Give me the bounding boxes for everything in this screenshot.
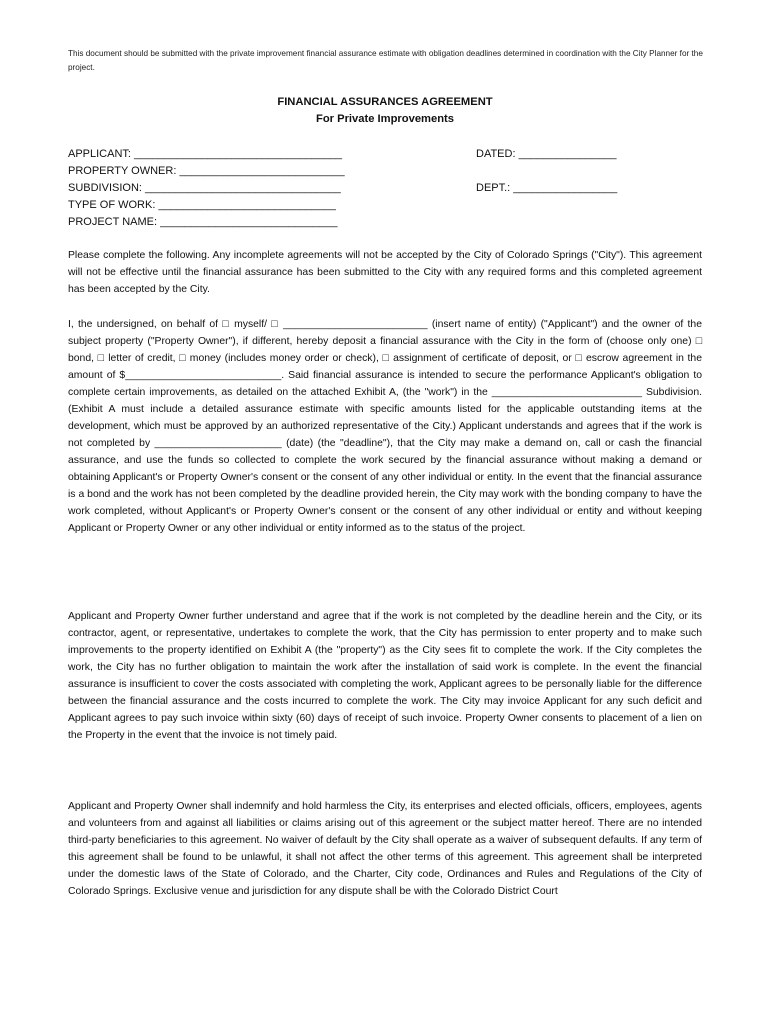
field-row-applicant [68, 146, 708, 163]
document-subtitle: For Private Improvements [315, 113, 455, 125]
paragraph-instructions: Please complete the following. Any incomplete agreements will not be accepted by the City of Colorado Springs ("City"). This agreement will not be effective until the financial assurance has been submitted to the City with any required forms and this completed agreement has been accepted by the City. [68, 250, 702, 295]
project-name-field[interactable]: PROJECT NAME: _____________________________ [68, 216, 338, 228]
dated-field[interactable]: DATED: ________________ [476, 148, 617, 160]
field-row-property-owner [68, 163, 708, 180]
paragraph-indemnification: Applicant and Property Owner shall indemnify and hold harmless the City, its enterprises and elected officials, officers, employees, agents and volunteers from and against all liabilities or claims arising out of this agreement or the subject matter hereof. There are no intended third-party beneficiaries to this agreement. No waiver of default by the City shall operate as a waiver of subsequent defaults. If any term of this agreement shall be found to be unlawful, it shall not affect the other terms of this agreement. This agreement shall be interpreted under the domestic laws of the State of Colorado, and the Charter, City code, Ordinances and Rules and Regulations of the City of Colorado Springs. Exclusive venue and jurisdiction for any dispute shall be with the Colorado District Court [68, 801, 702, 897]
dept-field[interactable]: DEPT.: _________________ [476, 182, 618, 194]
field-row-project-name [68, 214, 708, 231]
paragraph-deposit-terms: I, the undersigned, on behalf of □ myself/ □ _________________________ (insert name of entity) ("Applicant") and the owner of the subject property ("Property Owner"), if different, hereby deposit a financial assurance with the City in the form of (choose only one) □ bond, □ letter of credit, □ money (includes money order or check), □ assignment of certificate of deposit, or □ escrow agreement in the amount of $___________________________. Said financial assurance is intended to secure the performance Applicant's obligation to complete certain improvements, as detailed on the attached Exhibit A, (the "work") in the __________________________ Subdivision. (Exhibit A must include a detailed assurance estimate with specific amounts listed for the applicable outstanding items at the development, which must be approved by an authorized representative of the City.) Applicant understands and agrees that if the work is not completed by ______________________ (date) (the "deadline"), that the City may make a demand on, call or cash the financial assurance, and use the funds so collected to complete the work secured by the financial assurance without making a demand or obtaining Applicant's or Property Owner's consent or the consent of any other individual or entity. In the event that the financial assurance is a bond and the work has not been completed by the deadline provided herein, the City may work with the bonding company to have the work completed, without Applicant's or Property Owner's consent or the consent of any other individual or entity and without keeping Applicant or Property Owner or any other individual or entity informed as to the status of the project. [68, 319, 702, 534]
type-of-work-field[interactable]: TYPE OF WORK: _____________________________ [68, 199, 336, 211]
submission-note: This document should be submitted with the private improvement financial assurance estimate with obligation deadlines determined in coordination with the City Planner for the project. [68, 49, 703, 72]
subdivision-field[interactable]: SUBDIVISION: ________________________________ [68, 182, 341, 194]
paragraph-completion-terms: Applicant and Property Owner further understand and agree that if the work is not completed by the deadline herein and the City, or its contractor, agent, or representative, undertakes to complete the work, that the City has permission to enter property and to make such improvements to the property identified on Exhibit A (the "property") as the City sees fit to complete the work. If the City completes the work, the City has no further obligation to maintain the work after the installation of said work is complete. In the event the financial assurance is insufficient to cover the costs associated with completing the work, Applicant agrees to be personally liable for the difference between the financial assurance and the costs incurred to complete the work. The City may invoice Applicant for any such deficit and Applicant agrees to pay such invoice within sixty (60) days of receipt of such invoice. Property Owner consents to placement of a lien on the Property in the event that the invoice is not timely paid. [68, 611, 702, 741]
document-title: FINANCIAL ASSURANCES AGREEMENT [277, 96, 493, 108]
field-row-type-of-work [68, 197, 708, 214]
property-owner-field[interactable]: PROPERTY OWNER: ___________________________ [68, 165, 345, 177]
field-row-subdivision [68, 180, 708, 197]
header-fields [68, 146, 708, 231]
applicant-field[interactable]: APPLICANT: __________________________________ [68, 148, 343, 160]
